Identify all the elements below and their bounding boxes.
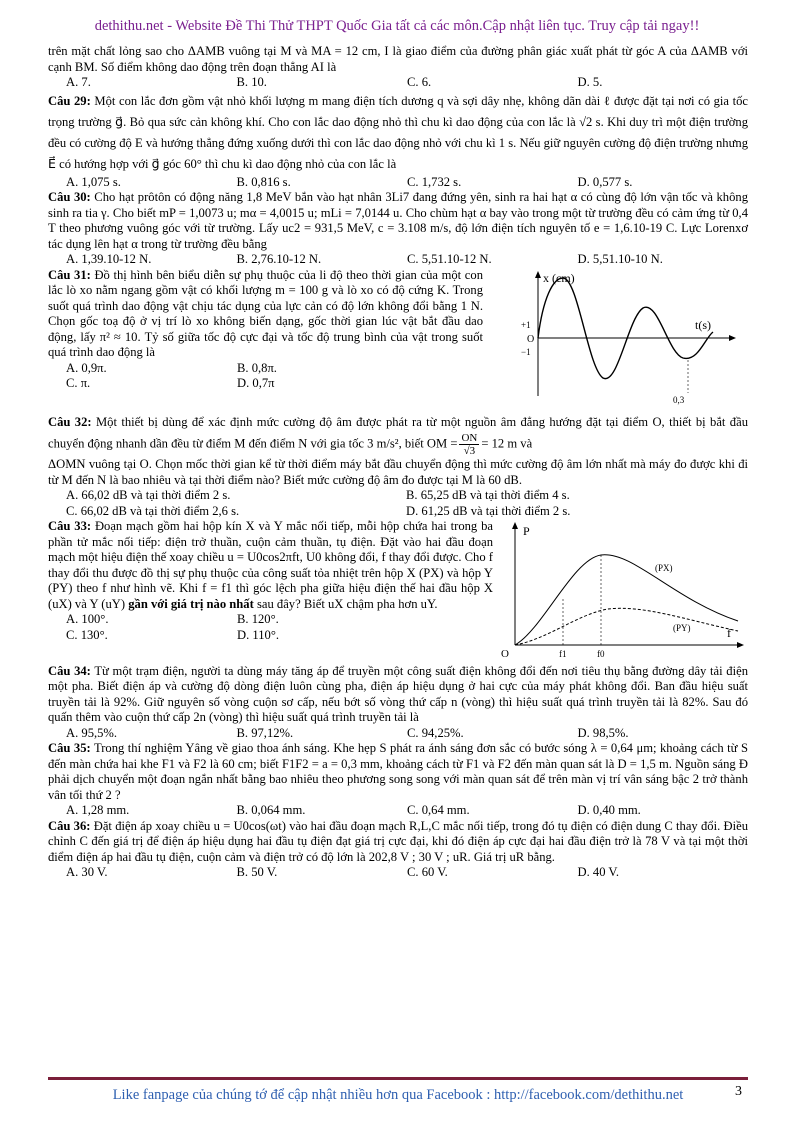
q33-bold: gần với giá trị nào nhất (128, 596, 254, 611)
q31-options-row2 (66, 376, 483, 392)
q31-option-c: C. π. (66, 376, 91, 390)
q36-option-c: C. 60 V. (407, 865, 448, 879)
q34-option-c: C. 94,25%. (407, 725, 464, 740)
q33-option-d: D. 110°. (237, 627, 279, 642)
q35-option-a: A. 1,28 mm. (66, 803, 130, 817)
q36-text: Đặt điện áp xoay chiều u = U0cos(ωt) vào hai đầu đoạn mạch R,L,C mắc nối tiếp, trong đó tụ điện có điện dung C thay đổi. Điều chỉnh C đến giá trị để điện áp hiệu dụng hai đầu tụ điện đạt giá trị cực đại, khi đó điện áp cực đại hai đầu điện trở là 78 V và tại một thời điểm điện áp hai đầu tụ điện, cuộn cảm và điện trở có độ lớn là 202,8 V ; 30 V ; uR. Giá trị uR bằng. (48, 818, 748, 864)
q33-graph (493, 519, 748, 664)
q28-option-c: C. 6. (407, 75, 432, 89)
q33-x-label: f (727, 626, 731, 640)
q35-text: Trong thí nghiệm Yâng về giao thoa ánh sáng. Khe hẹp S phát ra ánh sáng đơn sắc có bước sóng λ = 0,64 μm; khoảng cách từ S đến màn chứa hai khe F1 và F2 là 60 cm; biết F1F2 = a = 0,3 mm, khoảng cách từ F1 và F2 đến màn quan sát là D = 1,5 m. Nguồn sáng Đ phải dịch chuyển một đoạn ngắn nhất bằng bao nhiêu theo phương song song với màn quan sát để trên màn vị trí vân sáng bậc 2 trở thành vân tối thứ 2 ? (48, 741, 748, 802)
q30-option-b: B. 2,76.10-12 N. (236, 252, 322, 266)
q32-fraction (459, 432, 479, 457)
q35-label: Câu 35: (48, 741, 91, 755)
q32-text2: = 12 m và (481, 436, 533, 451)
q33-origin: O (501, 648, 509, 659)
q31-y-label: x (cm) (543, 270, 575, 285)
q31-curve (538, 278, 713, 379)
q30-option-c: C. 5,51.10-12 N. (407, 252, 492, 266)
q33-curve-px (515, 555, 738, 645)
q31-text: Đồ thị hình bên biểu diễn sự phụ thuộc của li độ theo thời gian của một con lắc lò xo nằm ngang gồm vật có khối lượng m = 100 g và lò xo có độ cứng K. Trong suốt quá trình dao động vật chịu tác dụng của lực cản có độ lớn không đổi bằng 1 N. Chọn gốc toạ độ ở vị trí lò xo không biến dạng, gốc thời gian lúc vật bắt đầu dao động, lấy π² ≈ 10. Tỷ số giữa tốc độ cực đại và tốc độ trung bình của vật trong suốt quá trình dao động là (48, 267, 483, 359)
q36-option-d: D. 40 V. (577, 865, 620, 879)
q31-label: Câu 31: (48, 267, 91, 282)
q35-option-c: C. 0,64 mm. (407, 803, 470, 817)
q31-ytick-neg: −1 (521, 346, 531, 357)
q31-option-b: B. 0,8π. (237, 360, 277, 375)
q32-frac-numerator: ON (461, 432, 478, 444)
q31-graph (483, 268, 748, 413)
page-header: dethithu.net - Website Đề Thi Thử THPT Quốc Gia tất cả các môn.Cập nhật liên tục. Truy cập tải ngay!! (94, 18, 700, 34)
q33-block (48, 519, 748, 664)
q32-label: Câu 32: (48, 415, 92, 429)
q34-text: Từ một trạm điện, người ta dùng máy tăng áp để truyền một công suất điện không đổi đến nơi tiêu thụ bằng đường dây tải điện một pha. Biết điện áp và cường độ dòng điện luôn cùng pha, điện áp hiệu dụng ở hai cực của máy phát không đổi. Ban đầu hiệu suất truyền tải là 92%. Giữ nguyên số vòng cuộn sơ cấp, nếu bớt số vòng thứ cấp n (vòng) thì hiệu suất quá trình truyền tải là 82%. Sau đó quấn thêm vào cuộn thứ cấp 2n (vòng) thì hiệu suất quá trình truyền tải là (48, 663, 748, 724)
q33-px-label: (PX) (655, 563, 673, 573)
q32-option-d: D. 61,25 dB và tại thời điểm 2 s. (406, 503, 571, 518)
footer-divider (48, 1077, 748, 1080)
q33-label: Câu 33: (48, 519, 92, 533)
q33-options-row2 (66, 628, 493, 644)
q34-option-b: B. 97,12%. (236, 725, 294, 740)
q31-ytick-pos: +1 (521, 319, 531, 330)
q32-option-b: B. 65,25 dB và tại thời điểm 4 s. (406, 488, 570, 502)
q32-text3: ΔOMN vuông tại O. Chọn mốc thời gian kể từ thời điểm máy bắt đầu chuyển động thì mức cường độ âm lớn nhất mà máy đo được khi đi từ M đến N là bao nhiêu và tại thời điểm nào? Biết mức cường độ âm đo được tại M là 60 dB. (48, 457, 748, 487)
q32-frac-denominator: √3 (463, 445, 476, 457)
q33-y-label: P (523, 524, 530, 538)
q36-option-b: B. 50 V. (236, 865, 278, 879)
q35-option-b: B. 0,064 mm. (236, 803, 306, 817)
q30-option-d: D. 5,51.10-10 N. (577, 252, 663, 266)
q36-option-a: A. 30 V. (66, 865, 108, 879)
q33-options-row1 (66, 612, 493, 628)
q33-curve-py (515, 608, 738, 645)
q30-options (66, 252, 748, 268)
q32-options-row2 (66, 504, 748, 520)
q30-text: Cho hạt prôtôn có động năng 1,8 MeV bắn vào hạt nhân 3Li7 đang đứng yên, sinh ra hai hạt α có cùng độ lớn vận tốc và không sinh ra tia γ. Cho biết mP = 1,0073 u; mα = 4,0015 u; mLi = 7,0144 u. Cho chùm hạt α bay vào trong một từ trường đều có cảm ứng từ 0,4 T theo phương vuông góc với từ trường. Lấy uc2 = 931,5 MeV, c = 3.108 m/s, độ lớn điện tích nguyên tố e = 1,6.10-19 C. Lực Lorenxơ tác dụng lên hạt α trong từ trường đều bằng (48, 190, 748, 251)
q33-f0-label: f0 (597, 649, 605, 659)
q31-block (48, 268, 748, 413)
q36-options (66, 865, 748, 881)
page-number: 3 (735, 1084, 742, 1099)
q36-label: Câu 36: (48, 818, 91, 833)
q33-option-b: B. 120°. (237, 612, 279, 626)
q30-label: Câu 30: (48, 190, 91, 204)
q31-option-d: D. 0,7π (237, 376, 275, 390)
q33-tail: sau đây? Biết uX chậm pha hơn uY. (256, 596, 438, 611)
q34-option-a: A. 95,5%. (66, 725, 118, 740)
q31-x-label: t(s) (695, 317, 711, 332)
q29-option-a: A. 1,075 s. (66, 174, 121, 189)
q29-option-c: C. 1,732 s. (407, 174, 462, 189)
page-footer: Like fanpage của chúng tớ để cập nhật nhiều hơn qua Facebook : http://facebook.com/dethithu.net (112, 1087, 684, 1103)
q35-options (66, 803, 748, 819)
q28-option-d: D. 5. (577, 75, 603, 89)
q32-option-a: A. 66,02 dB và tại thời điểm 2 s. (66, 488, 231, 502)
q32-option-c: C. 66,02 dB và tại thời điểm 2,6 s. (66, 503, 240, 518)
q31-options-row1 (66, 361, 483, 377)
q31-xtick: 0,3 (673, 394, 685, 405)
q34-options (66, 726, 748, 742)
q28-option-b: B. 10. (236, 75, 267, 89)
q31-option-a: A. 0,9π. (66, 360, 107, 375)
q30-option-a: A. 1,39.10-12 N. (66, 252, 152, 266)
q33-option-a: A. 100°. (66, 612, 109, 626)
q33-text: Đoạn mạch gồm hai hộp kín X và Y mắc nối tiếp, mỗi hộp chứa hai trong ba phần tử mắc nối tiếp: điện trở thuần, cuộn cảm thuần, tụ điện. Đặt vào hai đầu đoạn mạch một hiệu điện thế xoay chiều u = U0cos2πft, U0 không đổi, f thay đổi được. Cho f thay đổi thu được đồ thị sự phụ thuộc của công suất tỏa nhiệt trên hộp X (PX) và hộp Y (PY) theo f như hình vẽ. Khi f = f1 thì góc lệch pha giữa hiệu điện thế hai đầu hộp X (uX) và Y (uY) (48, 519, 493, 611)
q28-text: trên mặt chất lỏng sao cho ΔAMB vuông tại M và MA = 12 cm, I là giao điểm của đường phân giác xuất phát từ góc A của ΔAMB với cạnh BM. Số điểm không dao động trên đoạn thẳng AI là (48, 44, 748, 74)
q29-text: Một con lắc đơn gồm vật nhỏ khối lượng m mang điện tích dương q và sợi dây nhẹ, không dãn dài ℓ được đặt tại nơi có gia tốc trọng trường g⃗. Bỏ qua sức cản không khí. Cho con lắc dao động nhỏ thì chu kì dao động của con lắc là √2 s. Khi duy trì một điện trường đều có cường độ E và hướng thẳng đứng xuống dưới thì con lắc dao động nhỏ với chu kì 1 s. Nếu giữ nguyên cường độ điện trường nhưng E⃗ có hướng hợp với g⃗ góc 60° thì chu kì dao động nhỏ của con lắc là (48, 93, 748, 171)
q29-options (66, 175, 748, 191)
q34-option-d: D. 98,5%. (577, 725, 629, 740)
q29-option-b: B. 0,816 s. (236, 174, 291, 189)
q33-py-label: (PY) (673, 623, 691, 633)
q29-option-d: D. 0,577 s. (577, 174, 633, 189)
q32-om: OM = (426, 436, 458, 451)
q31-ytick-zero: O (527, 333, 535, 345)
page-content (48, 44, 748, 881)
q33-f1-label: f1 (559, 649, 567, 659)
q29-label: Câu 29: (48, 93, 91, 108)
q32-text1: Một thiết bị dùng để xác định mức cường độ âm được phát ra từ một nguồn âm đẳng hướng đặt tại điểm O, thiết bị bắt đầu chuyển động nhanh dần đều từ điểm M đến điểm N với gia tốc 3 m/s², biết (48, 415, 748, 451)
q35-option-d: D. 0,40 mm. (577, 803, 641, 817)
q28-option-a: A. 7. (66, 75, 91, 89)
q33-option-c: C. 130°. (66, 627, 108, 642)
q28-options (66, 75, 748, 91)
q34-label: Câu 34: (48, 663, 91, 678)
q32-options-row1 (66, 488, 748, 504)
